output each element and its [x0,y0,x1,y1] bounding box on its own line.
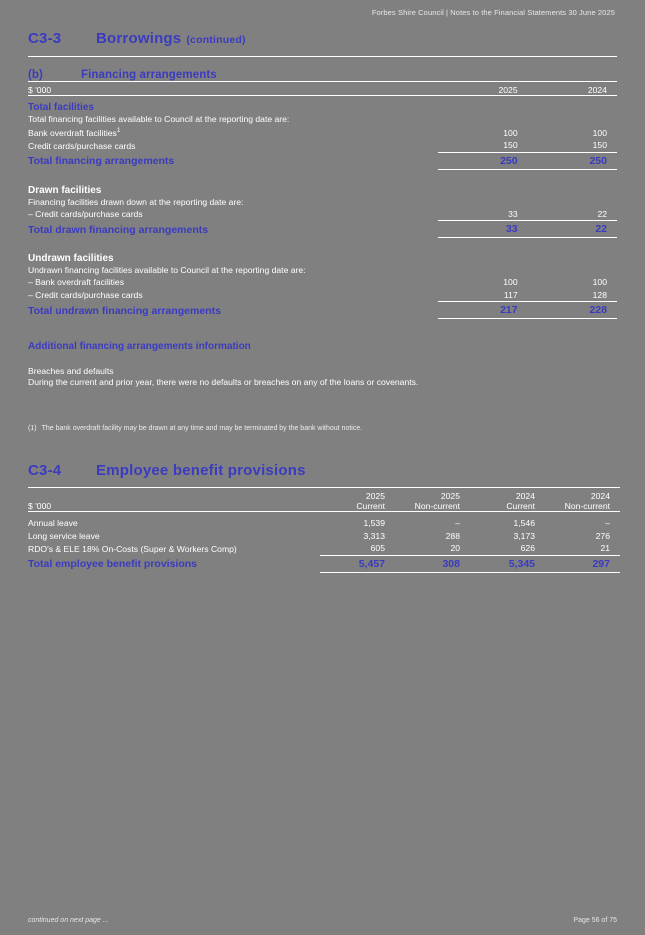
row-value-2025: 33 [438,208,527,221]
row-label: Credit cards/purchase cards [28,140,136,151]
row-value-2025-noncurrent: 288 [445,530,460,541]
group-spacer [28,238,617,248]
note-heading-borrowings [28,30,617,47]
table-row [28,530,620,543]
total-label: Total financing arrangements [28,155,175,168]
table-row [28,517,620,530]
total-value-2025: 33 [438,221,527,238]
subsection-heading-financing-arrangements [28,69,617,81]
breaches-and-defaults-body: During the current and prior year, there were no defaults or breaches on any of the loans or covenants. [28,377,419,388]
group-intro-total-facilities: Total financing facilities available to Council at the reporting date are: [28,114,290,124]
column-header-2025: 2025 [498,85,518,95]
total-value-2025-noncurrent: 308 [395,555,470,572]
row-value-2025-current: 605 [320,542,395,555]
subsection-title: Financing arrangements [81,69,217,81]
row-label: – Bank overdraft facilities [28,277,125,288]
row-value-2024: 22 [528,208,617,221]
row-label: – Credit cards/purchase cards [28,209,143,220]
row-value-2025-current: 1,539 [363,518,385,529]
note-title-suffix: (continued) [186,34,246,46]
row-label: Bank overdraft facilities$^1$ [28,127,121,138]
row-value-2024: 150 [528,139,617,152]
total-label: Total undrawn financing arrangements [28,304,221,317]
row-value-2025-current: 3,313 [363,530,385,541]
total-value-2024-current: 5,345 [470,555,545,572]
total-value-2024: 228 [528,302,617,319]
total-row-financing-arrangements [28,152,617,169]
page-number: Page 56 of 75 [573,917,617,924]
total-value-2025-current: 5,457 [320,555,395,572]
row-value-2025: 150 [438,139,527,152]
row-label: RDO's & ELE 18% On-Costs (Super & Workers Comp) [28,543,237,554]
group-intro-undrawn-facilities: Undrawn financing facilities available to Council at the reporting date are: [28,265,306,276]
column-header-type-3: Current [506,501,535,512]
running-header: Forbes Shire Council | Notes to the Financial Statements 30 June 2025 [371,8,615,17]
total-row-employee-benefit-provisions [28,555,620,572]
group-intro-drawn-facilities: Financing facilities drawn down at the reporting date are: [28,196,244,207]
column-header-2024: 2024 [587,85,607,95]
total-value-2024-noncurrent: 297 [545,555,620,572]
group-spacer [28,169,617,179]
column-header-year-4: 2024 [590,491,610,502]
group-title-drawn-facilities: Drawn facilities [28,184,102,196]
note-title: Employee benefit provisions [96,462,306,480]
column-header-type-1: Current [356,501,385,512]
total-value-2025: 217 [438,302,527,319]
row-value-2024-current: 3,173 [513,530,535,541]
table-row [28,289,617,302]
note-title [96,30,617,47]
column-header-type-4: Non-current [564,501,610,512]
continued-notice: continued on next page ... [28,917,109,924]
total-row-drawn-financing-arrangements [28,221,617,238]
row-value-2025-noncurrent: 20 [395,542,470,555]
row-value-2024-current: 1,546 [513,518,535,529]
group-title-total-facilities: Total facilities [28,102,94,113]
total-value-2025: 250 [438,152,527,169]
column-header-type-2: Non-current [414,501,460,512]
units-label: $ '000 [28,501,52,512]
row-value-2025: 100 [503,127,518,138]
row-label: – Credit cards/purchase cards [28,290,143,301]
note-number: C3-4 [28,462,62,480]
note-heading-employee-benefit-provisions [28,462,617,479]
column-header-year-1: 2025 [365,491,385,502]
row-value-2024-noncurrent: 21 [545,542,620,555]
page-footer [28,917,617,924]
row-value-2024-noncurrent: – [605,518,610,529]
row-value-2025: 117 [438,289,527,302]
column-header-year-2: 2025 [440,491,460,502]
note-number: C3-3 [28,30,62,47]
additional-info-heading: Additional financing arrangements information [28,341,251,353]
column-header-year-3: 2024 [515,491,535,502]
row-value-2025: 100 [503,277,518,288]
table-row [28,208,617,221]
total-value-2024: 250 [528,152,617,169]
row-value-2024-noncurrent: 276 [595,530,610,541]
financing-arrangements-table [28,81,617,319]
table-header-row [28,82,617,95]
footnote-bank-overdraft [28,425,617,432]
row-label: Long service leave [28,530,100,541]
table-header-type-row [28,501,620,511]
table-row [28,125,617,139]
footnote-text: The bank overdraft facility may be drawn at any time and may be terminated by the bank without notice. [41,425,363,433]
total-label: Total drawn financing arrangements [28,223,209,236]
footnote-reference: 1 [116,127,121,134]
row-value-2025-noncurrent: – [455,518,460,529]
row-value-2024: 128 [528,289,617,302]
row-value-2024: 100 [592,277,607,288]
table-header-year-row [28,488,620,501]
employee-benefit-provisions-table [28,487,620,573]
units-label: $ '000 [28,85,52,95]
row-value-2024: 100 [592,127,607,138]
row-label: Annual leave [28,518,78,529]
subsection-letter: (b) [28,69,43,81]
table-row [28,276,617,289]
footnote-marker: (1) [28,425,37,433]
row-value-2024-current: 626 [470,542,545,555]
total-row-undrawn-financing-arrangements [28,302,617,319]
breaches-and-defaults-subheading: Breaches and defaults [28,366,114,377]
note-title-text: Borrowings [96,30,182,47]
table-row [28,542,620,555]
total-value-2024: 22 [528,221,617,238]
heading-divider [28,56,617,57]
group-title-undrawn-facilities: Undrawn facilities [28,253,114,265]
total-label: Total employee benefit provisions [28,558,198,571]
table-row [28,139,617,152]
